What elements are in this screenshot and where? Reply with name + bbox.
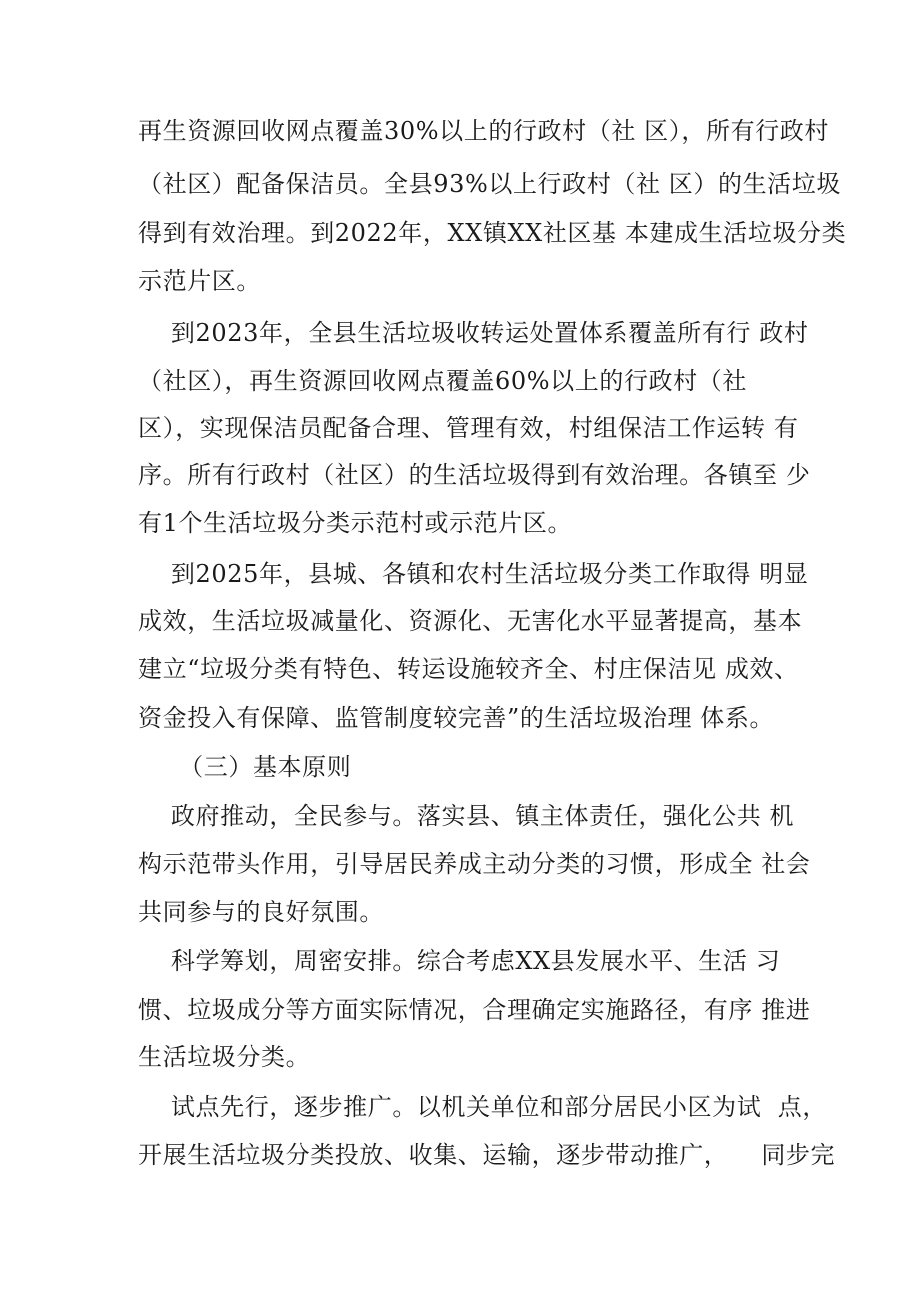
text-line: 区），实现保洁员配备合理、管理有效，村组保洁工作运转 有 [138, 414, 799, 442]
text-line: 共同参与的良好氛围。 [138, 898, 384, 926]
text-line: 序。所有行政村（社区）的生活垃圾得到有效治理。各镇至 少 [138, 461, 811, 489]
text-line: 得到有效治理。到2022年，XX镇XX社区基 本建成生活垃圾分类 [138, 219, 847, 247]
text-line: 政府推动，全民参与。落实县、镇主体责任，强化公共 机 [138, 802, 795, 830]
text-line: 资金投入有保障、监管制度较完善”的生活垃圾治理 体系。 [138, 704, 775, 732]
text-line: 建立“垃圾分类有特色、转运设施较齐全、村庄保洁见 成效、 [138, 655, 799, 683]
section-heading: （三）基本原则 [138, 753, 352, 781]
text-line: 构示范带头作用，引导居民养成主动分类的习惯，形成全 社会 [138, 850, 811, 878]
text-line: 再生资源回收网点覆盖30%以上的行政村（社 区），所有行政村 [138, 117, 829, 145]
text-line: 试点先行，逐步推广。以机关单位和部分居民小区为试 点， [138, 1093, 827, 1121]
text-line: 有1个生活垃圾分类示范村或示范片区。 [138, 509, 573, 537]
text-line: 惯、垃圾成分等方面实际情况，合理确定实施路径，有序 推进 [138, 996, 811, 1024]
text-line: 科学筹划，周密安排。综合考虑XX县发展水平、生活 习 [138, 947, 781, 975]
text-line: 成效，生活垃圾减量化、资源化、无害化水平显著提高，基本 [138, 607, 803, 635]
text-line: 到2025年，县城、各镇和农村生活垃圾分类工作取得 明显 [138, 560, 809, 588]
text-line: （社区）配备保洁员。全县93%以上行政村（社 区）的生活垃圾 [138, 170, 841, 198]
text-line: 开展生活垃圾分类投放、收集、运输，逐步带动推广， 同步完 [138, 1141, 836, 1169]
text-line: （社区），再生资源回收网点覆盖60%以上的行政村（社 [138, 367, 747, 395]
text-line: 示范片区。 [138, 267, 261, 295]
text-line: 到2023年，全县生活垃圾收转运处置体系覆盖所有行 政村 [138, 319, 809, 347]
text-line: 生活垃圾分类。 [138, 1043, 311, 1071]
